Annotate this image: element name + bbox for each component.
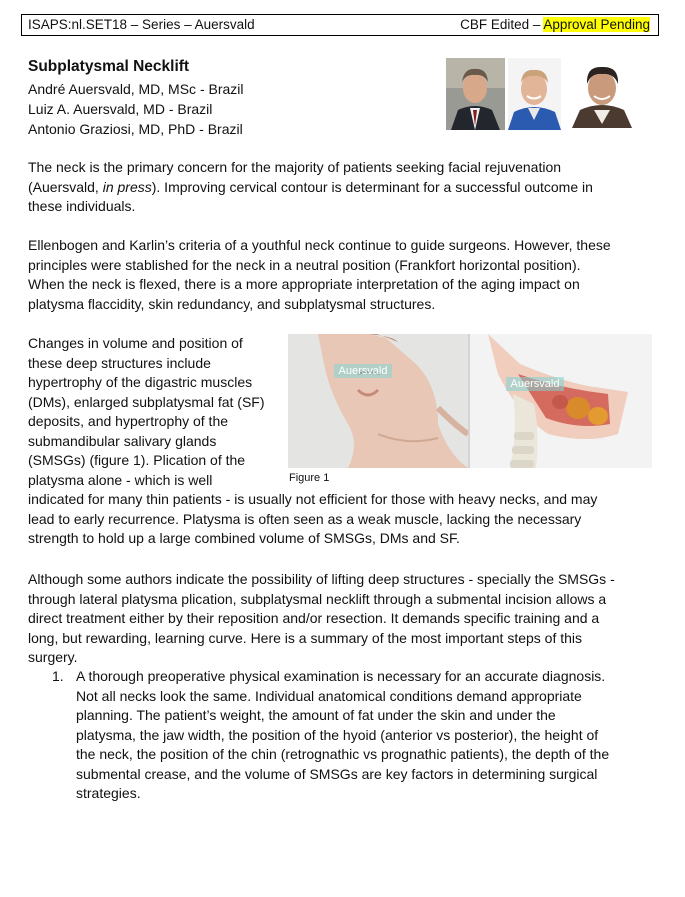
document-header bbox=[21, 14, 659, 36]
paragraph-line: lead to early recurrence. Platysma is often seen as a weak muscle, lacking the necessary bbox=[28, 510, 582, 527]
paragraph-line: hypertrophy of the digastric muscles bbox=[28, 374, 253, 390]
list-item-line: A thorough preoperative physical examination is necessary for an accurate diagnosis. bbox=[76, 668, 606, 684]
paragraph-line: deposits, and hypertrophy of the bbox=[28, 413, 229, 429]
watermark-label: Auersvald bbox=[506, 377, 564, 391]
paragraph-line: (DMs), enlarged subplatysmal fat (SF) bbox=[28, 393, 265, 410]
paragraph-line: through lateral platysma plication, subplatysmal necklift through a submental incision allows a bbox=[28, 590, 607, 607]
paragraph-line: platysma flaccidity, skin redundancy, and subplatysmal structures. bbox=[28, 295, 436, 312]
paragraph-line: these deep structures include bbox=[28, 354, 211, 371]
paragraph-line: submandibular salivary glands bbox=[28, 432, 217, 449]
intro-paragraph bbox=[28, 158, 656, 217]
criteria-paragraph bbox=[28, 236, 656, 314]
author-line: Antonio Graziosi, MD, PhD - Brazil bbox=[28, 121, 243, 137]
paragraph-line: Although some authors indicate the possibility of lifting deep structures - specially the SMSGs - bbox=[28, 571, 615, 587]
list-item-line: strategies. bbox=[76, 785, 141, 801]
paragraph-line: (SMSGs) (figure 1). Plication of the bbox=[28, 452, 246, 468]
surgical-steps-list bbox=[28, 667, 658, 804]
citation-open: (Auersvald, bbox=[28, 178, 103, 195]
list-item-line: the neck, the position of the chin (retrognathic vs prognathic patients), the depth of the bbox=[76, 746, 610, 762]
paragraph-line: direct treatment either by their reposition and/or resection. It demands specific training and a bbox=[28, 610, 600, 626]
paragraph-line: surgery. bbox=[28, 649, 78, 665]
citation-in-press: in press bbox=[102, 178, 152, 195]
list-item-number: 1. bbox=[52, 668, 64, 684]
paragraph-line: platysma alone - which is well bbox=[28, 471, 213, 488]
author-line: Luiz A. Auersvald, MD - Brazil bbox=[28, 101, 213, 117]
list-item-line: planning. The patient’s weight, the amount of fat under the skin and under the bbox=[76, 707, 556, 723]
article-title: Subplatysmal Necklift bbox=[28, 58, 190, 75]
paragraph-line bbox=[28, 178, 656, 198]
paragraph-line: The neck is the primary concern for the majority of patients seeking facial rejuvenation bbox=[28, 159, 562, 175]
author-photo bbox=[564, 58, 640, 128]
paragraph-line: When the neck is flexed, there is a more appropriate interpretation of the aging impact on bbox=[28, 276, 580, 292]
paragraph-line: principles were stablished for the neck in a neutral position (Frankfort horizontal position). bbox=[28, 256, 581, 273]
deep-structures-paragraph bbox=[28, 334, 278, 490]
paragraph-line: Ellenbogen and Karlin’s criteria of a youthful neck continue to guide surgeons. However, these bbox=[28, 237, 611, 253]
paragraph-line: indicated for many thin patients - is usually not efficient for those with heavy necks, and may bbox=[28, 491, 598, 507]
watermark-label: Auersvald bbox=[334, 364, 392, 378]
author-line: André Auersvald, MD, MSc - Brazil bbox=[28, 81, 244, 97]
series-label: ISAPS:nl.SET18 – Series – Auersvald bbox=[28, 17, 255, 32]
paragraph-line: these individuals. bbox=[28, 198, 136, 214]
approval-status-badge: Approval Pending bbox=[543, 17, 650, 32]
figure-caption: Figure 1 bbox=[289, 472, 330, 484]
list-item-line: Not all necks look the same. Individual anatomical conditions demand appropriate bbox=[76, 687, 582, 704]
paragraph-line: Changes in volume and position of bbox=[28, 335, 243, 351]
citation-close: ). Improving cervical contour is determinant for a successful outcome in bbox=[151, 178, 593, 195]
figure-1-image bbox=[288, 334, 652, 468]
edit-status bbox=[460, 15, 650, 35]
list-item-line: submental crease, and the volume of SMSGs are key factors in determining surgical bbox=[76, 765, 598, 782]
list-item-line: platysma, the jaw width, the position of the hyoid (anterior vs posterior), the height of bbox=[76, 726, 599, 743]
edit-status-prefix: CBF Edited – bbox=[460, 17, 544, 32]
author-photo bbox=[446, 58, 505, 130]
author-photo bbox=[508, 58, 561, 130]
deep-structures-paragraph-continued bbox=[28, 490, 656, 549]
list-item bbox=[28, 667, 658, 804]
technique-paragraph bbox=[28, 570, 656, 668]
paragraph-line: strength to hold up a large combined volume of SMSGs, DMs and SF. bbox=[28, 530, 460, 546]
paragraph-line: long, but rewarding, learning curve. Here is a summary of the most important steps of this bbox=[28, 629, 583, 646]
